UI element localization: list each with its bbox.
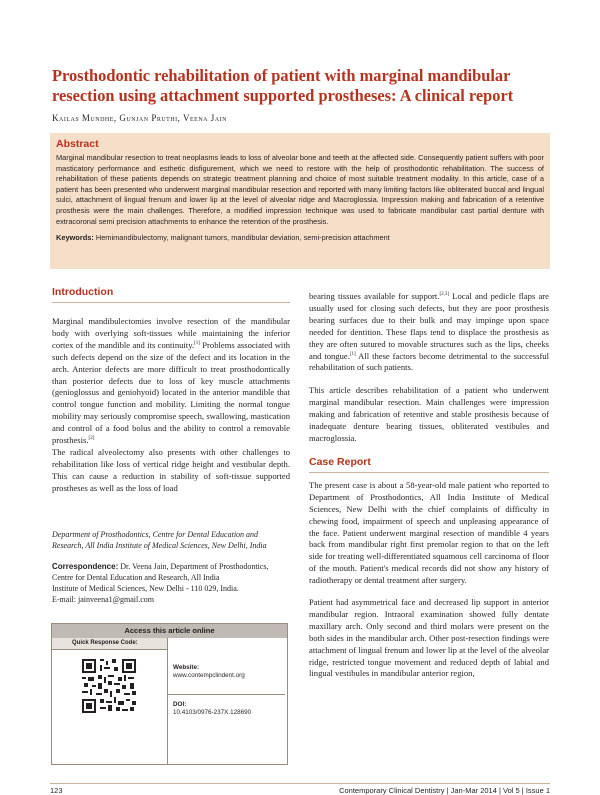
access-header: Access this article online (52, 624, 287, 638)
author-list: Kailas Mundhe, Gunjan Pruthi, Veena Jain (52, 113, 227, 123)
right-paragraph-1: bearing tissues available for support.[2,3] Local and pedicle flaps are usually used for closing such defects, but they are poor prosthesis bearing surfaces due to their bulk and may impinge upon space needed for dentition. These flaps tend to displace the prosthesis as they are often sutured to movable structures such as the lips, cheeks and tongue.[1] All these factors become detrimental to the successful rehabilitation of such patients. (309, 291, 549, 373)
info-divider (167, 694, 285, 695)
right-column (309, 291, 549, 680)
citation[interactable]: [1] (194, 340, 200, 346)
citation[interactable]: [1] (349, 351, 356, 357)
website-link[interactable]: www.contempclindent.org (173, 672, 245, 679)
correspondence: Correspondence: Dr. Veena Jain, Department of Prosthodontics, Centre for Dental Education and Research, All India Institute of Medical Sciences, New Delhi - 110 029, India. E-mail: jainveena1@gmail.com (52, 561, 290, 605)
article-title: Prosthodontic rehabilitation of patient with marginal mandibular resection using attachment supported prostheses: A clinical report (52, 66, 514, 105)
access-article-box (51, 623, 288, 765)
website-label: Website: (173, 664, 200, 671)
keywords (56, 233, 544, 243)
case-report-heading: Case Report (309, 455, 371, 468)
abstract-box (50, 133, 550, 269)
abstract-heading: Abstract (56, 138, 99, 150)
intro-paragraph-1: Marginal mandibulectomies involve resection of the mandibular body with overlying soft-tissues while maintaining the inferior cortex of the mandible and its continuity.[1] Problems associated with such defects depend on the size of the defect and its location in the arch. Anterior defects are more difficult to treat prosthodontically than posterior defects due to loss of key muscle attachments (genioglossus and geniohyoid) located in the anterior mandible that control tongue function and mobility. Limiting the normal tongue mobility may seriously compromise speech, swallowing, mastication and control of a food bolus and the ability to control a removable prosthesis.[2] (52, 316, 290, 446)
citation[interactable]: [2] (88, 436, 95, 442)
left-column (52, 286, 290, 495)
section-divider (52, 302, 290, 303)
footer-divider (50, 783, 550, 784)
intro-paragraph-2: The radical alveolectomy also presents with other challenges to rehabilitation like loss of vertical ridge height and vestibular depth. This can cause a reduction in stability of soft-tissue supported prostheses as well as the loss of load (52, 446, 290, 493)
journal-info: Contemporary Clinical Dentistry | Jan-Mar 2014 | Vol 5 | Issue 1 (339, 786, 550, 795)
abstract-text: Marginal mandibular resection to treat neoplasms leads to loss of alveolar bone and teeth at the affected side. Consequently patient suffers with poor masticatory performance and esthetic disfigurement, which we need to restore with the help of prosthodontic rehabilitation. The success of rehabilitation of these patients depends on strategic treatment planning and choice of most suitable treatment modality. In this article, case of a patient has been presented who underwent marginal mandibular resection and reported with many limiting factors like obliterated buccal and lingual sulci, attachment of lingual frenum and lower lip at the level of alveolar ridge and Macroglossia. Impression making and fabrication of a retentive prosthesis were the main challenges. Therefore, a modified impression technique was used to fabricate mandibular cast partial denture with extracoronal semi precision attachments to enhance the retention of the prosthesis. (56, 153, 544, 226)
doi-link[interactable]: 10.4103/0976-237X.128690 (173, 709, 252, 716)
affiliation: Department of Prosthodontics, Centre for Dental Education and Research, All India Institute of Medical Sciences, New Delhi, India (52, 530, 267, 550)
correspondence-label: Correspondence: (52, 562, 119, 571)
article-info (173, 664, 285, 716)
keywords-label: Keywords: (56, 233, 94, 243)
qr-column (52, 638, 168, 764)
keywords-text: Hemimandibulectomy, malignant tumors, mandibular deviation, semi-precision attachment (95, 233, 390, 243)
qr-code-icon[interactable] (82, 659, 136, 718)
introduction-heading: Introduction (52, 286, 114, 298)
page-number: 123 (50, 786, 63, 795)
case-paragraph-1: The present case is about a 58-year-old male patient who reported to Department of Prosthodontics, All India Institute of Medical Sciences, New Delhi with the chief complaints of difficulty in chewing food, impairment of speech and unpleasing appearance of the face. Patient underwent marginal resection of mandible 4 years back from mandibular right first premolar region to that on the left side for treating well-differentiated squamous cell carcinoma of floor of the mouth. Patient's medical records did not show any history of radiotherapy or dental treatment after surgery. (309, 479, 549, 586)
case-paragraph-2: Patient had asymmetrical face and decreased lip support in anterior mandibular region. Intraoral examination showed fully dentate maxillary arch. Only second and third molars were present on the both sides in the mandibular arch. Other post-resection findings were attachment of lingual frenum and lower lip at the level of the alveolar ridge, restricted tongue movement and reduced depth of labial and lingual vestibules in mandibular anterior region, (309, 597, 549, 679)
right-paragraph-2: This article describes rehabilitation of a patient who underwent marginal mandibular resection. Main challenges were impression making and fabrication of retentive and stable prosthesis because of inadequate denture bearing tissues, obliterated vestibules and macroglossia. (309, 385, 549, 443)
section-divider (309, 472, 549, 473)
citation[interactable]: [2,3] (439, 292, 450, 298)
doi-label: DOI: (173, 701, 187, 708)
email[interactable]: E-mail: jainveena1@gmail.com (52, 595, 154, 604)
qr-label: Quick Response Code: (52, 638, 167, 650)
